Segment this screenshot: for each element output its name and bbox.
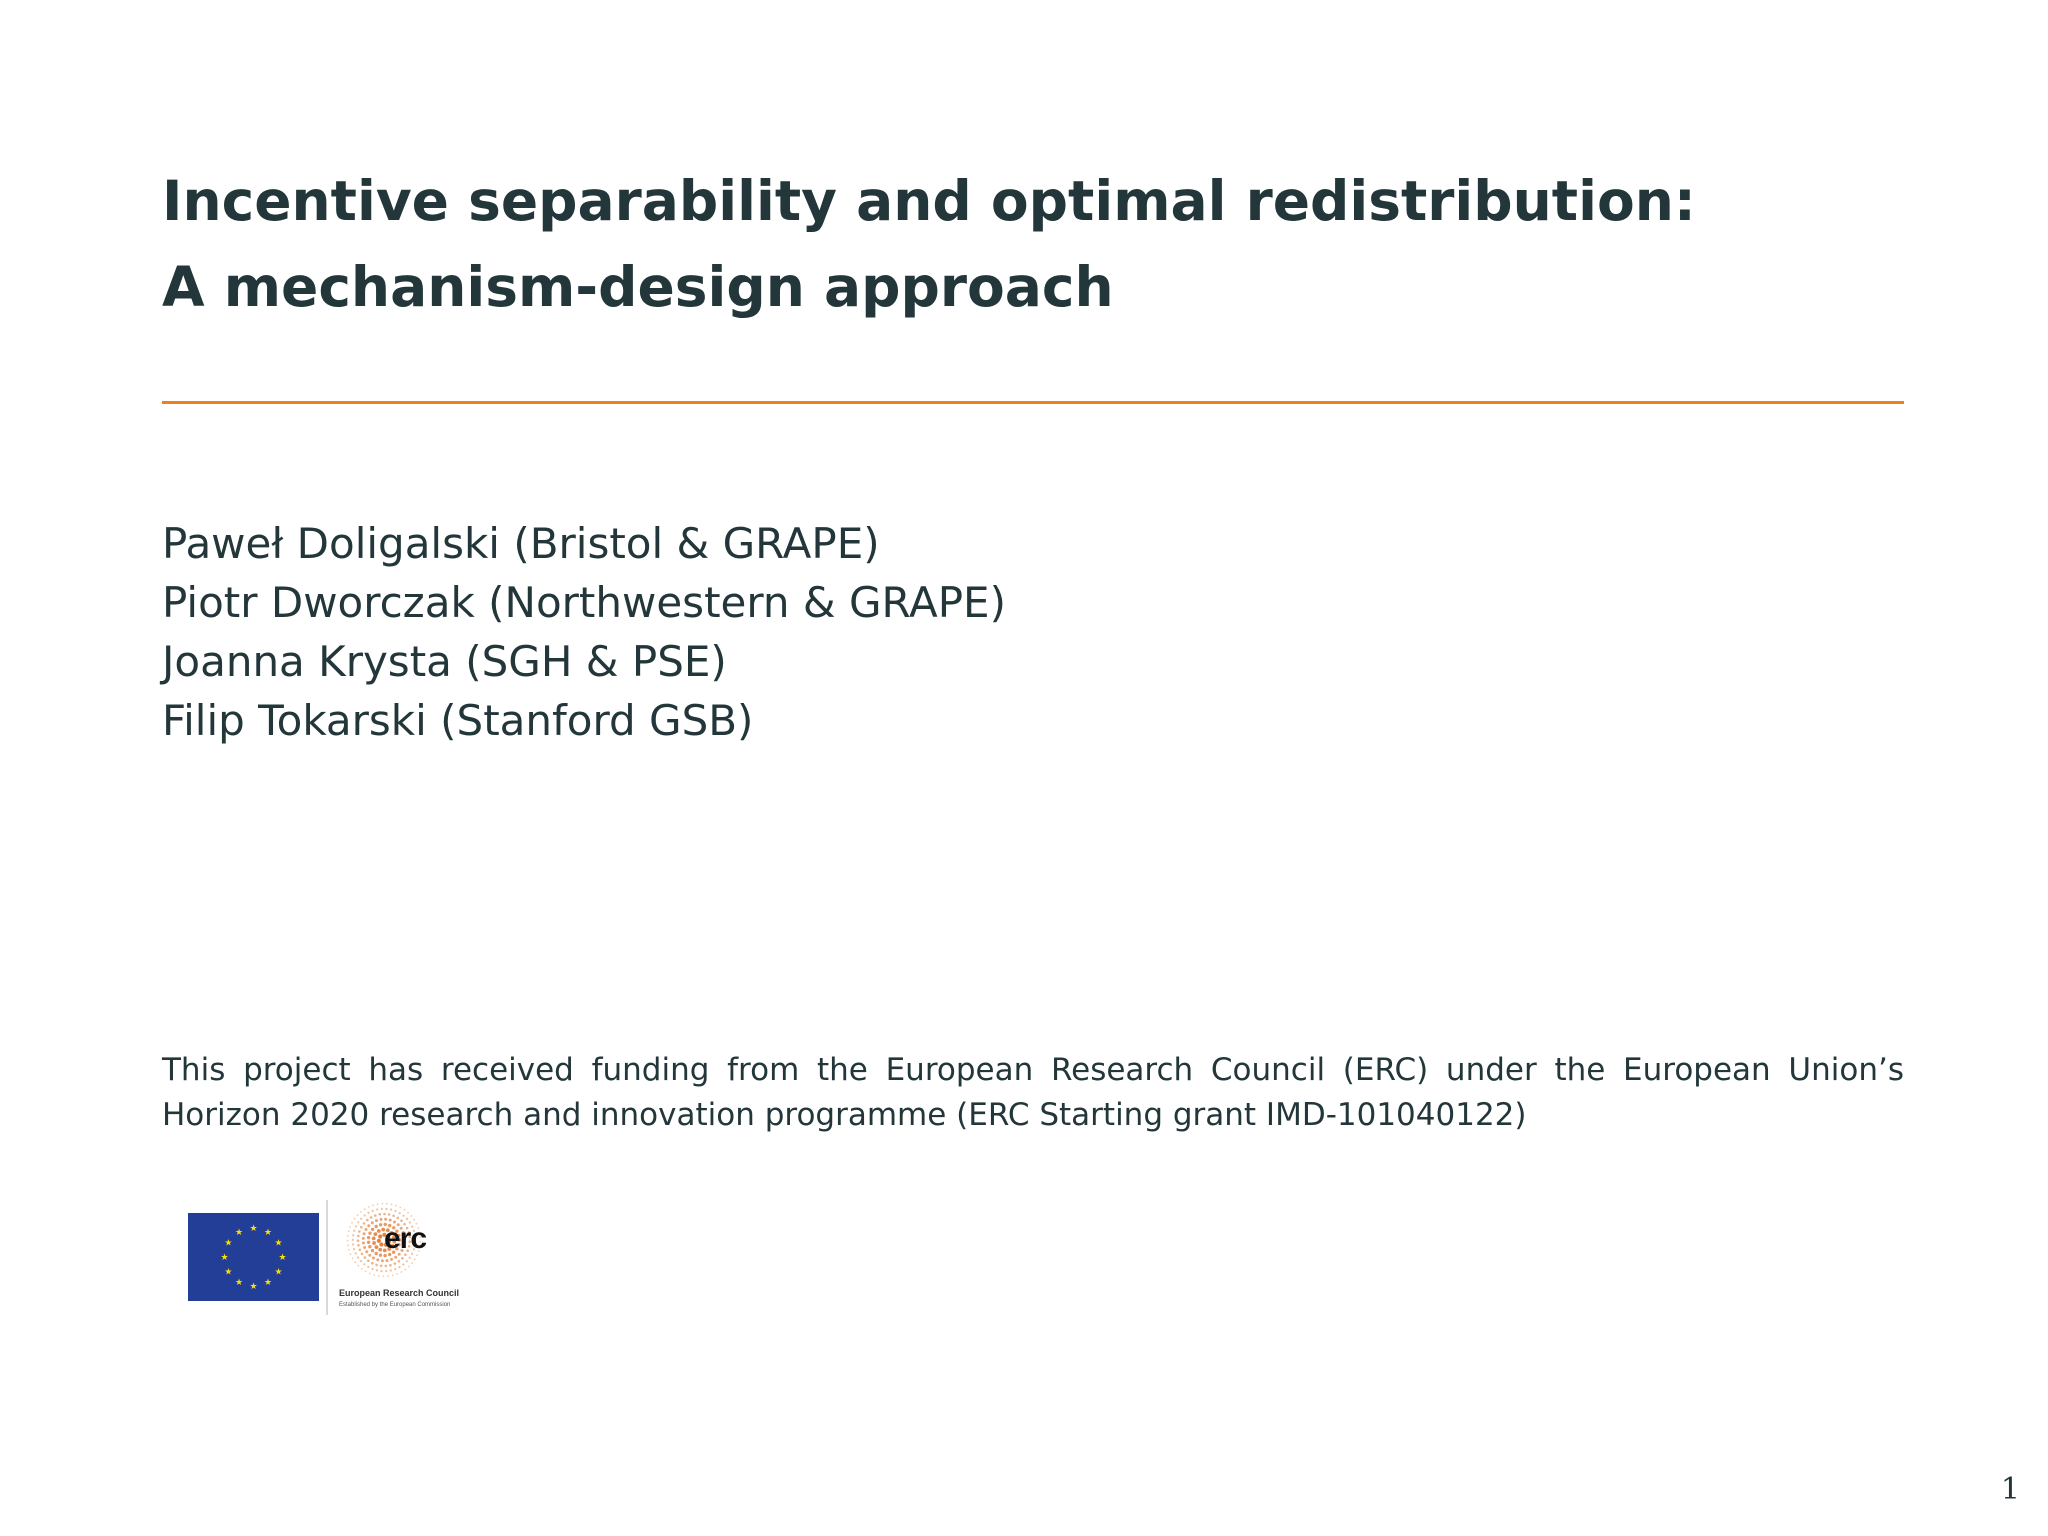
erc-dot: [373, 1274, 375, 1276]
erc-dot: [367, 1212, 369, 1214]
eu-star: ★: [278, 1253, 287, 1263]
erc-dot: [390, 1209, 392, 1211]
erc-dot: [387, 1275, 389, 1277]
erc-dot: [392, 1275, 394, 1277]
logo-divider: [326, 1200, 328, 1315]
erc-dot: [371, 1249, 374, 1252]
erc-dot: [399, 1207, 401, 1209]
erc-dot: [391, 1204, 393, 1206]
eu-star: ★: [249, 1282, 258, 1292]
erc-dot: [368, 1232, 371, 1235]
title-divider: [162, 401, 1904, 404]
erc-dot: [369, 1273, 371, 1275]
erc-dot: [414, 1259, 416, 1261]
erc-dot: [367, 1224, 370, 1227]
page-number: 1: [2000, 1472, 2020, 1507]
erc-dot: [365, 1271, 367, 1273]
erc-dot: [398, 1266, 400, 1268]
eu-star: ★: [234, 1278, 244, 1289]
erc-dot: [378, 1234, 382, 1238]
erc-dot: [354, 1218, 356, 1220]
author-item: Paweł Doligalski (Bristol & GRAPE): [162, 519, 880, 568]
erc-dot: [388, 1213, 391, 1216]
erc-dot: [380, 1265, 383, 1268]
erc-dot: [404, 1209, 406, 1211]
author-item: Joanna Krysta (SGH & PSE): [162, 637, 727, 686]
erc-dot: [375, 1219, 378, 1222]
erc-dot: [348, 1230, 350, 1232]
erc-dot: [392, 1215, 395, 1218]
erc-dot: [352, 1239, 354, 1241]
erc-dot: [360, 1260, 362, 1262]
erc-dot: [374, 1232, 378, 1236]
erc-dot: [360, 1218, 362, 1220]
erc-dot: [360, 1226, 363, 1229]
slide-title-line-2: A mechanism-design approach: [162, 255, 1114, 319]
erc-wordmark: erc: [384, 1222, 427, 1255]
erc-dot: [399, 1212, 401, 1214]
erc-dot: [350, 1253, 352, 1255]
erc-dot: [367, 1241, 370, 1244]
eu-star: ★: [220, 1253, 229, 1263]
erc-dot: [380, 1270, 382, 1272]
erc-dot: [406, 1218, 408, 1220]
erc-dot: [355, 1252, 357, 1254]
erc-dot: [367, 1266, 369, 1268]
erc-dot: [381, 1259, 384, 1262]
erc-dot: [357, 1214, 359, 1216]
eu-star: ★: [274, 1238, 283, 1249]
erc-dot: [378, 1275, 380, 1277]
erc-dot: [381, 1208, 383, 1210]
author-item: Filip Tokarski (Stanford GSB): [162, 696, 754, 745]
erc-dot: [352, 1258, 354, 1260]
erc-dot: [363, 1246, 366, 1249]
eu-star: ★: [263, 1227, 273, 1238]
erc-dot: [357, 1265, 359, 1267]
erc-dot: [349, 1226, 351, 1228]
erc-dot: [363, 1222, 366, 1225]
erc-dot: [372, 1257, 375, 1260]
erc-dot: [398, 1260, 401, 1263]
funding-acknowledgement: This project has received funding from the European Research Council (ERC) under the European Union’s Horizon 2020 research and innovation programme (ERC Starting grant IMD-101040122): [162, 1052, 1904, 1133]
erc-dot: [413, 1219, 415, 1221]
erc-dot: [378, 1248, 382, 1252]
erc-dot: [365, 1228, 368, 1231]
erc-dot: [374, 1214, 377, 1217]
erc-dot: [376, 1208, 378, 1210]
erc-dot: [347, 1240, 349, 1242]
erc-dot: [357, 1235, 360, 1238]
erc-dot: [371, 1221, 374, 1224]
erc-dot: [364, 1214, 366, 1216]
erc-dot: [384, 1218, 387, 1221]
erc-dot: [365, 1250, 368, 1253]
erc-dot: [379, 1254, 382, 1257]
erc-dot: [372, 1204, 374, 1206]
erc-dot: [357, 1239, 360, 1242]
erc-dot: [386, 1203, 388, 1205]
erc-dot: [371, 1228, 374, 1231]
erc-dot: [361, 1268, 363, 1270]
erc-dot: [406, 1260, 408, 1262]
erc-dot: [377, 1203, 379, 1205]
erc-dot: [351, 1222, 353, 1224]
erc-dot: [367, 1236, 370, 1239]
erc-dot: [354, 1261, 356, 1263]
erc-dot: [394, 1262, 397, 1265]
erc-dot: [368, 1206, 370, 1208]
erc-dot: [372, 1210, 374, 1212]
erc-dot: [362, 1242, 365, 1245]
erc-dot: [379, 1213, 382, 1216]
author-item: Piotr Dworczak (Northwestern & GRAPE): [162, 578, 1006, 627]
erc-dot: [375, 1252, 378, 1255]
erc-dot: [347, 1235, 349, 1237]
erc-dot: [390, 1269, 392, 1271]
eu-flag-icon: [188, 1213, 319, 1301]
erc-dot: [395, 1205, 397, 1207]
funder-logos: [188, 1200, 488, 1320]
erc-dot: [385, 1265, 388, 1268]
erc-dot: [357, 1244, 360, 1247]
erc-dot: [363, 1232, 366, 1235]
erc-dot: [370, 1216, 373, 1219]
erc-dot: [363, 1263, 365, 1265]
erc-subtitle: Established by the European Commission: [339, 1302, 451, 1308]
author-list: [162, 514, 1006, 750]
erc-dot: [357, 1256, 359, 1258]
erc-dot: [376, 1258, 379, 1261]
erc-dot: [381, 1203, 383, 1205]
erc-dot: [364, 1256, 367, 1259]
erc-dot: [408, 1266, 410, 1268]
erc-dot: [371, 1268, 373, 1270]
erc-dot: [372, 1237, 376, 1241]
erc-dot: [368, 1245, 371, 1248]
erc-dot: [396, 1273, 398, 1275]
eu-star: ★: [249, 1224, 258, 1234]
erc-logo: [336, 1200, 476, 1320]
erc-dot: [394, 1256, 397, 1259]
erc-dot: [367, 1259, 370, 1262]
erc-dot: [404, 1269, 406, 1271]
erc-dot: [394, 1210, 396, 1212]
erc-dot: [383, 1276, 385, 1278]
erc-dot: [394, 1268, 396, 1270]
erc-dot: [390, 1258, 393, 1261]
erc-dot: [352, 1234, 354, 1236]
erc-dot: [353, 1230, 355, 1232]
erc-dot: [401, 1257, 404, 1260]
eu-star: ★: [234, 1227, 244, 1238]
erc-name: European Research Council: [339, 1288, 460, 1298]
erc-dot: [379, 1242, 383, 1246]
erc-dot: [360, 1211, 362, 1213]
slide-title-line-1: Incentive separability and optimal redistribution:: [162, 169, 1696, 233]
erc-dot: [402, 1263, 404, 1265]
erc-dot: [371, 1262, 374, 1265]
erc-dot: [407, 1212, 409, 1214]
erc-dot: [400, 1271, 402, 1273]
erc-dot: [383, 1213, 386, 1216]
erc-dot: [352, 1243, 354, 1245]
erc-dot: [368, 1254, 371, 1257]
erc-dot: [366, 1219, 369, 1222]
eu-star: ★: [274, 1267, 283, 1278]
erc-dot: [397, 1217, 400, 1220]
erc-dot: [379, 1223, 382, 1226]
erc-dot: [375, 1245, 379, 1249]
erc-dot: [403, 1215, 405, 1217]
erc-dot: [377, 1239, 381, 1243]
erc-dot: [377, 1229, 381, 1233]
erc-dot: [348, 1249, 350, 1251]
erc-dot: [411, 1262, 413, 1264]
erc-dot: [389, 1264, 392, 1267]
eu-star: ★: [263, 1278, 273, 1289]
erc-dot: [355, 1225, 357, 1227]
erc-dot: [375, 1225, 378, 1228]
erc-dot: [347, 1244, 349, 1246]
erc-dot: [409, 1257, 411, 1259]
erc-dot: [375, 1264, 378, 1267]
erc-dot: [359, 1249, 362, 1252]
erc-dot: [386, 1259, 389, 1262]
erc-dot: [385, 1270, 387, 1272]
title-block: [162, 158, 1902, 330]
erc-dot: [380, 1218, 383, 1221]
erc-dot: [385, 1208, 387, 1210]
erc-dot: [376, 1269, 378, 1271]
erc-dot: [357, 1221, 359, 1223]
erc-dot: [410, 1215, 412, 1217]
erc-dot: [372, 1241, 376, 1245]
erc-dot: [353, 1248, 355, 1250]
erc-dot: [364, 1208, 366, 1210]
eu-star: ★: [224, 1267, 233, 1278]
eu-star: ★: [224, 1238, 233, 1249]
erc-dot: [358, 1230, 361, 1233]
erc-dot: [362, 1237, 365, 1240]
erc-dot: [361, 1253, 364, 1256]
